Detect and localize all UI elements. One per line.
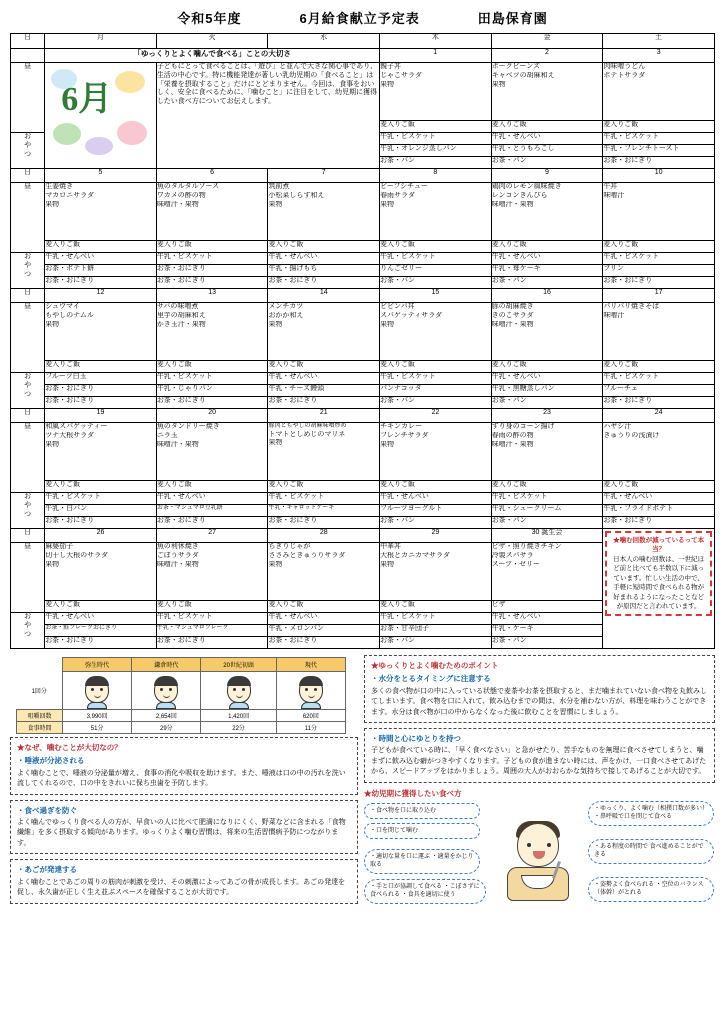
lunch-14: メンチカツ おかか和え 果物 [268, 303, 380, 361]
week1-daynum-row [11, 49, 715, 63]
snack9-14: 牛乳・せんべい [268, 373, 380, 385]
allergy-21: 麦入りご飯 [268, 481, 380, 493]
lunch-21: 豚肉ともやしの胡麻味噌炒め トマトとしめじのマリネ 果物 [268, 423, 380, 481]
snack6-9: お茶・パン [491, 277, 603, 289]
snack3-24: 牛乳・フライドポテト [603, 505, 715, 517]
snack3-23: 牛乳・シュークリーム [491, 505, 603, 517]
snack3-26: お茶・鮭フレークおにぎり [45, 625, 157, 637]
week4-lunch-row [11, 423, 715, 481]
snack3-19: 牛乳・白パン [45, 505, 157, 517]
daynum-24: 24 [603, 409, 715, 423]
daynum-14: 14 [268, 289, 380, 303]
snack6-29: お茶・パン [380, 637, 492, 649]
lunch-6: 魚のタルタルソース ワカメの酢の物 味噌汁・果物 [156, 183, 268, 241]
daynum-12: 12 [45, 289, 157, 303]
june-label: 6月 [61, 81, 113, 118]
snack9-3: 牛乳・ビスケット [603, 133, 715, 145]
snack6-24: お茶・おにぎり [603, 517, 715, 529]
chew-col-kamakura: 鎌倉時代 [132, 658, 201, 672]
right-column [364, 655, 715, 917]
note-prevent-overeating: ・食べ過ぎを防ぐ よく噛んでゆっくり食べる人の方が、早食いの人に比べて肥満になりにくく、野菜などに含まれる「食物繊維」を多く摂取する傾向があります。ゆっくりよく噛む習慣は、将来の生活習慣病予防につながります。 [10, 800, 358, 855]
daynum-26: 26 [45, 529, 157, 543]
snack6-2: お茶・パン [491, 157, 603, 169]
snack6-16: お茶・パン [491, 397, 603, 409]
note-why-chew: ★なぜ、噛むことが大切なの？ ・唾液が分泌される よく噛むことで、唾液の分泌量が増え、食事の消化や吸収を助けます。また、唾液は口の中の汚れを洗い流してくれるので、口の中をきれいに保ち虫歯を予防します。 [10, 737, 358, 795]
snack3-22: フルーツヨーグルト [380, 505, 492, 517]
snack9-24: 牛乳・せんべい [603, 493, 715, 505]
snack3-14: 牛乳・チーズ饅頭 [268, 385, 380, 397]
face-modern [276, 672, 345, 710]
chew-col-20c: 20世紀初頭 [201, 658, 276, 672]
snack6-1: お茶・パン [380, 157, 492, 169]
meal-time-20c: 22分 [201, 722, 276, 734]
allergy-6: 麦入りご飯 [156, 241, 268, 253]
allergy-27: 麦入りご飯 [156, 601, 268, 613]
menu-calendar [10, 33, 715, 649]
bubble-close-mouth: ・口を閉じて噛む [364, 823, 480, 840]
row-label-snack-3: お や つ [11, 373, 45, 409]
week4-sun: 日 [11, 409, 45, 423]
lunch-30: ピザ・照り焼きチキン 冷製スパサラ スープ・ゼリー [491, 543, 603, 601]
chew-count-20c: 1,420回 [201, 710, 276, 722]
lunch-22: チキンカレー フレンチサラダ 果物 [380, 423, 492, 481]
face-kamakura [132, 672, 201, 710]
child-eating-illustration [495, 821, 581, 905]
weekday-wed: 水 [268, 34, 380, 49]
allergy-10: 麦入りご飯 [603, 241, 715, 253]
weekday-mon: 月 [45, 34, 157, 49]
snack6-27: お茶・おにぎり [156, 637, 268, 649]
week3-daynum-row [11, 289, 715, 303]
allergy-15: 麦入りご飯 [380, 361, 492, 373]
snack6-7: お茶・おにぎり [268, 277, 380, 289]
lunch-24: ハヤシ汁 きゅうりの浅漬け [603, 423, 715, 481]
allergy-17: 麦入りご飯 [603, 361, 715, 373]
allergy-30: ピザ [491, 601, 603, 613]
lunch-28: ちぎりじゃが ささみときゅうりサラダ 果物 [268, 543, 380, 601]
lunch-20: 魚のタンドリー焼き ニラ玉 味噌汁・果物 [156, 423, 268, 481]
weekday-thu: 木 [380, 34, 492, 49]
week1-blank [11, 49, 45, 63]
week5-sun: 日 [11, 529, 45, 543]
snack6-5: お茶・おにぎり [45, 277, 157, 289]
weekday-sun: 日 [11, 34, 45, 49]
snack6-21: お茶・おにぎり [268, 517, 380, 529]
snack3-7: 牛乳・揚げもち [268, 265, 380, 277]
snack9-22: 牛乳・せんべい [380, 493, 492, 505]
week4-snack6-row [11, 517, 715, 529]
snack9-7: 牛乳・せんべい [268, 253, 380, 265]
face-20c [201, 672, 276, 710]
daynum-8: 8 [380, 169, 492, 183]
week1-lunch-row [11, 63, 715, 121]
meal-time-yayoi: 51分 [63, 722, 132, 734]
snack6-13: お茶・おにぎり [156, 397, 268, 409]
week4-allergy-row [11, 481, 715, 493]
snack9-28: 牛乳・せんべい [268, 613, 380, 625]
snack9-12: フルーツ白玉 [45, 373, 157, 385]
chew-col-yayoi: 弥生時代 [63, 658, 132, 672]
calendar-weekday-header-row [11, 34, 715, 49]
snack3-21: 牛乳・キャロットケーキ [268, 505, 380, 517]
june-illustration [45, 63, 157, 169]
allergy-19: 麦入りご飯 [45, 481, 157, 493]
meal-time-row [17, 722, 346, 734]
week4-snack9-row [11, 493, 715, 505]
row-label-snack-4: お や つ [11, 493, 45, 529]
allergy-24: 麦入りご飯 [603, 481, 715, 493]
chew-legend: 1回分 [17, 672, 63, 710]
lunch-8: ビーフシチュー 春雨サラダ 果物 [380, 183, 492, 241]
chew-row-label-time: 食事時間 [17, 722, 63, 734]
snack6-26: お茶・おにぎり [45, 637, 157, 649]
bubble-diagram [364, 799, 715, 917]
allergy-2: 麦入りご飯 [491, 121, 603, 133]
snack3-2: 牛乳・とうもろこし [491, 145, 603, 157]
snack6-6: お茶・おにぎり [156, 277, 268, 289]
snack3-1: 牛乳・オレンジ蒸しパン [380, 145, 492, 157]
chew-table-face-row [17, 672, 346, 710]
snack9-27: 牛乳・ビスケット [156, 613, 268, 625]
daynum-6: 6 [156, 169, 268, 183]
daynum-13: 13 [156, 289, 268, 303]
snack6-17: お茶・おにぎり [603, 397, 715, 409]
bubble-slow-chewing: ・ゆっくり、よく噛む（相撲口数が多い） ・鼻呼吸で口を閉じて食べる [588, 801, 714, 826]
row-label-lunch-4: 昼 [11, 423, 45, 493]
snack3-20: お茶・マシュマロ豆乳餅 [156, 505, 268, 517]
snack9-26: 牛乳・せんべい [45, 613, 157, 625]
allergy-13: 麦入りご飯 [156, 361, 268, 373]
daynum-27: 27 [156, 529, 268, 543]
snack9-15: 牛乳・ビスケット [380, 373, 492, 385]
lunch-3: 肉味噌うどん ポテトサラダ [603, 63, 715, 121]
daynum-20: 20 [156, 409, 268, 423]
allergy-9: 麦入りご飯 [491, 241, 603, 253]
snack6-30: お茶・パン [491, 637, 603, 649]
row-label-lunch-3: 昼 [11, 303, 45, 373]
allergy-22: 麦入りご飯 [380, 481, 492, 493]
meal-time-modern: 11分 [276, 722, 345, 734]
snack3-10: プリン [603, 265, 715, 277]
week4-daynum-row [11, 409, 715, 423]
left-column [10, 655, 358, 917]
snack9-9: 牛乳・せんべい [491, 253, 603, 265]
snack9-5: 牛乳・せんべい [45, 253, 157, 265]
snack6-20: お茶・おにぎり [156, 517, 268, 529]
snack6-3: お茶・おにぎり [603, 157, 715, 169]
lunch-17: パリパリ焼きそば 味噌汁 [603, 303, 715, 361]
bubble-finish-in-time: ・ある程度の時間で 食べ進めることができる [588, 839, 714, 864]
daynum-5: 5 [45, 169, 157, 183]
daynum-3: 3 [603, 49, 715, 63]
lunch-29: 中華丼 大根とカニカマサラダ 果物 [380, 543, 492, 601]
daynum-23: 23 [491, 409, 603, 423]
lunch-27: 魚の利休焼き ごぼうサラダ 味噌汁・果物 [156, 543, 268, 601]
allergy-1: 麦入りご飯 [380, 121, 492, 133]
snack6-28: お茶・おにぎり [268, 637, 380, 649]
snack9-30: 牛乳・せんべい [491, 613, 603, 625]
week2-snack3-row [11, 265, 715, 277]
week3-snack6-row [11, 397, 715, 409]
chew-count-note: ★噛む回数が減っているって本当？ 日本人の噛む回数は、一世紀ほど前と比べても半数以下に減っています。忙しい生活の中で、手軽に短時間で食べられる物が好まれるようになったことなどが原因だと言われています。 [603, 529, 715, 649]
note-jaw-development: ・あごが発達する よく噛むことであごの周りの筋肉が刺激を受け、その刺激によってあごの骨が成長します。あごの発達を促し、永久歯が正しく生え並ぶスペースを確保することが大切です。 [10, 859, 358, 903]
row-label-lunch-5: 昼 [11, 543, 45, 613]
allergy-23: 麦入りご飯 [491, 481, 603, 493]
allergy-20: 麦入りご飯 [156, 481, 268, 493]
snack3-28: 牛乳・メロンパン [268, 625, 380, 637]
allergy-29: 麦入りご飯 [380, 601, 492, 613]
snack3-5: お茶・ポテト餅 [45, 265, 157, 277]
allergy-3: 麦入りご飯 [603, 121, 715, 133]
daynum-7: 7 [268, 169, 380, 183]
week2-snack9-row [11, 253, 715, 265]
header-org: 田島保育園 [477, 11, 548, 26]
bubble-good-posture: ・姿勢よく食べられる ・空位のバランス（体幹）がとれる [588, 877, 714, 902]
bubble-take-in-food: ・食べ物を口に取り込む [364, 803, 480, 820]
week5-daynum-row [11, 529, 715, 543]
lunch-26: 麻婆茄子 切干し大根のサラダ 果物 [45, 543, 157, 601]
lunch-7: 筑前煮 小松菜しらす和え 果物 [268, 183, 380, 241]
chew-count-row [17, 710, 346, 722]
snack9-23: 牛乳・ビスケット [491, 493, 603, 505]
week2-daynum-row [11, 169, 715, 183]
allergy-7: 麦入りご飯 [268, 241, 380, 253]
chew-count-yayoi: 3,990回 [63, 710, 132, 722]
snack9-8: 牛乳・ビスケット [380, 253, 492, 265]
daynum-17: 17 [603, 289, 715, 303]
week3-lunch-row [11, 303, 715, 361]
snack3-16: 牛乳・黒糖蒸しパン [491, 385, 603, 397]
snack6-15: お茶・パン [380, 397, 492, 409]
snack3-8: りんごゼリー [380, 265, 492, 277]
allergy-28: 麦入りご飯 [268, 601, 380, 613]
chew-count-kamakura: 2,654回 [132, 710, 201, 722]
lunch-19: 和風スパゲッティー ツナ大根サラダ 果物 [45, 423, 157, 481]
intro-message: 子どもにとって食べることは、「遊び」と並んで大きな関心事であり、生活の中心です。特に機能発達が著しい乳幼児期の「食べること」は「栄養を摂取すること」だけにとどまりません。今回は、食事をおいしく、安全に食べるために、「噛むこと」に注目をして、幼児期に獲得したい食べ方についてお伝えします。 [156, 63, 379, 169]
daynum-16: 16 [491, 289, 603, 303]
snack9-20: 牛乳・せんべい [156, 493, 268, 505]
chew-row-label-count: 咀嚼回数 [17, 710, 63, 722]
week3-allergy-row [11, 361, 715, 373]
note-water-timing: ★ゆっくりとよく噛むためのポイント ・水分をとるタイミングに注意する 多くの食べ物が口の中に入っている状態で麦茶やお茶を摂取すると、まだ噛まれていない食べ物を丸飲みしてしまいます。食べ物を口に入れて、飲み込むまでの間は、水分を補わない方が、料理を味わうことができます。水分は食べ物が口の中からなくなった後に飲むことを習慣にしましょう。 [364, 655, 715, 723]
chew-col-modern: 現代 [276, 658, 345, 672]
lunch-13: サバの味噌煮 里芋の胡麻和え かき玉汁・果物 [156, 303, 268, 361]
daynum-22: 22 [380, 409, 492, 423]
snack3-15: パンナコッタ [380, 385, 492, 397]
snack3-3: 牛乳・フレンチトースト [603, 145, 715, 157]
row-label-snack-1: お や つ [11, 133, 45, 169]
weekday-sat: 土 [603, 34, 715, 49]
meal-time-kamakura: 29分 [132, 722, 201, 734]
snack3-12: お茶・おにぎり [45, 385, 157, 397]
daynum-21: 21 [268, 409, 380, 423]
daynum-19: 19 [45, 409, 157, 423]
week1-intro-title-cell: 「ゆっくりとよく噛んで食べる」ことの大切さ [45, 49, 380, 63]
week4-snack3-row [11, 505, 715, 517]
snack9-10: 牛乳・ビスケット [603, 253, 715, 265]
chew-count-modern: 620回 [276, 710, 345, 722]
eating-habits-diagram: ★幼児期に獲得したい食べ方 ・食べ物を口に取り込む ・口を閉じて噛む ・ゆっくり、よく噛む（相撲口数が多い） ・鼻呼吸で口を閉じて食べる ・適切な量を口に運ぶ ・適量をかじり取る ・ある程度の時間で 食べ進めることができる ・手と口が協調して食べる ・こぼさずに食べられる ・食具を適切に使う ・姿勢よく食べられる ・空位のバランス（体幹）がとれる [364, 788, 715, 917]
chew-table-header-row [17, 658, 346, 672]
allergy-14: 麦入りご飯 [268, 361, 380, 373]
snack9-21: 牛乳・ビスケット [268, 493, 380, 505]
weekday-tue: 火 [156, 34, 268, 49]
snack9-19: 牛乳・ビスケット [45, 493, 157, 505]
week2-lunch-row [11, 183, 715, 241]
daynum-28: 28 [268, 529, 380, 543]
snack9-2: 牛乳・せんべい [491, 133, 603, 145]
snack3-13: 牛乳・じゃりパン [156, 385, 268, 397]
daynum-1: 1 [380, 49, 492, 63]
row-label-lunch-2: 昼 [11, 183, 45, 253]
week2-allergy-row [11, 241, 715, 253]
lunch-5: 生姜焼き マカロニサラダ 果物 [45, 183, 157, 241]
lunch-10: 牛丼 味噌汁 [603, 183, 715, 241]
allergy-16: 麦入りご飯 [491, 361, 603, 373]
snack3-17: フルーチェ [603, 385, 715, 397]
lunch-16: 豚の胡麻焼き きのこサラダ 味噌汁・果物 [491, 303, 603, 361]
lunch-15: ビビンバ丼 スパゲッティサラダ 果物 [380, 303, 492, 361]
daynum-10: 10 [603, 169, 715, 183]
snack9-13: 牛乳・ビスケット [156, 373, 268, 385]
week3-sun: 日 [11, 289, 45, 303]
daynum-2: 2 [491, 49, 603, 63]
snack6-12: お茶・おにぎり [45, 397, 157, 409]
snack9-16: 牛乳・せんべい [491, 373, 603, 385]
chew-history-chart [10, 655, 358, 737]
week3-snack3-row [11, 385, 715, 397]
face-yayoi [63, 672, 132, 710]
document-header [10, 8, 715, 27]
allergy-8: 麦入りご飯 [380, 241, 492, 253]
daynum-15: 15 [380, 289, 492, 303]
snack3-6: お茶・おにぎり [156, 265, 268, 277]
allergy-12: 麦入りご飯 [45, 361, 157, 373]
header-era: 令和5年度 [177, 11, 242, 26]
week2-sun: 日 [11, 169, 45, 183]
snack6-10: お茶・おにぎり [603, 277, 715, 289]
lunch-12: シュウマイ もやしのナムル 果物 [45, 303, 157, 361]
lunch-2: ポークビーンズ キャベツの胡麻和え 果物 [491, 63, 603, 121]
snack6-23: お茶・パン [491, 517, 603, 529]
snack6-22: お茶・パン [380, 517, 492, 529]
snack3-29: お茶・甘辛団子 [380, 625, 492, 637]
snack9-1: 牛乳・ビスケット [380, 133, 492, 145]
page-title: 6月給食献立予定表 [299, 11, 420, 26]
row-label-snack-2: お や つ [11, 253, 45, 289]
weekday-fri: 金 [491, 34, 603, 49]
snack3-27: 牛乳・マシュマロフレーク [156, 625, 268, 637]
snack3-9: 牛乳・苺ケーキ [491, 265, 603, 277]
snack9-17: 牛乳・ビスケット [603, 373, 715, 385]
bubble-appropriate-bite: ・適切な量を口に運ぶ ・適量をかじり取る [364, 849, 480, 874]
snack9-6: 牛乳・ビスケット [156, 253, 268, 265]
lower-section [10, 655, 715, 917]
row-label-lunch-1: 昼 [11, 63, 45, 133]
lunch-1: 親子丼 じゃこサラダ 果物 [380, 63, 492, 121]
bubble-hand-mouth-coordination: ・手と口が協調して食べる ・こぼさずに食べられる ・食具を適切に使う [364, 879, 486, 904]
snack3-30: 牛乳・ケーキ [491, 625, 603, 637]
daynum-9: 9 [491, 169, 603, 183]
daynum-30: 30 誕生会 [491, 529, 603, 543]
week2-snack6-row [11, 277, 715, 289]
row-label-snack-5: お や つ [11, 613, 45, 649]
snack6-14: お茶・おにぎり [268, 397, 380, 409]
snack6-8: お茶・パン [380, 277, 492, 289]
allergy-5: 麦入りご飯 [45, 241, 157, 253]
snack6-19: お茶・おにぎり [45, 517, 157, 529]
note-time-and-patience: ・時間と心にゆとりを持つ 子どもが食べている時に、「早く食べなさい」と急がせたり、苦手なものを無理に食べさせてしまうと、噛まずに飲み込む癖がつきやすくなります。子どもの食が進まない時には、声をかけ、一口食べさせてあげたから、スピードアップをはかりましょう。周囲の大人がおおらかな気持ちで接してあげることが大切です。 [364, 728, 715, 783]
daynum-29: 29 [380, 529, 492, 543]
allergy-26: 麦入りご飯 [45, 601, 157, 613]
lunch-23: すり身のコーン揚げ 春雨の酢の物 味噌汁・果物 [491, 423, 603, 481]
chew-history-table [16, 657, 346, 734]
snack9-29: 牛乳・ビスケット [380, 613, 492, 625]
week3-snack9-row [11, 373, 715, 385]
lunch-9: 鶏肉のレモン風味焼き レンコンきんぴら 味噌汁・果物 [491, 183, 603, 241]
